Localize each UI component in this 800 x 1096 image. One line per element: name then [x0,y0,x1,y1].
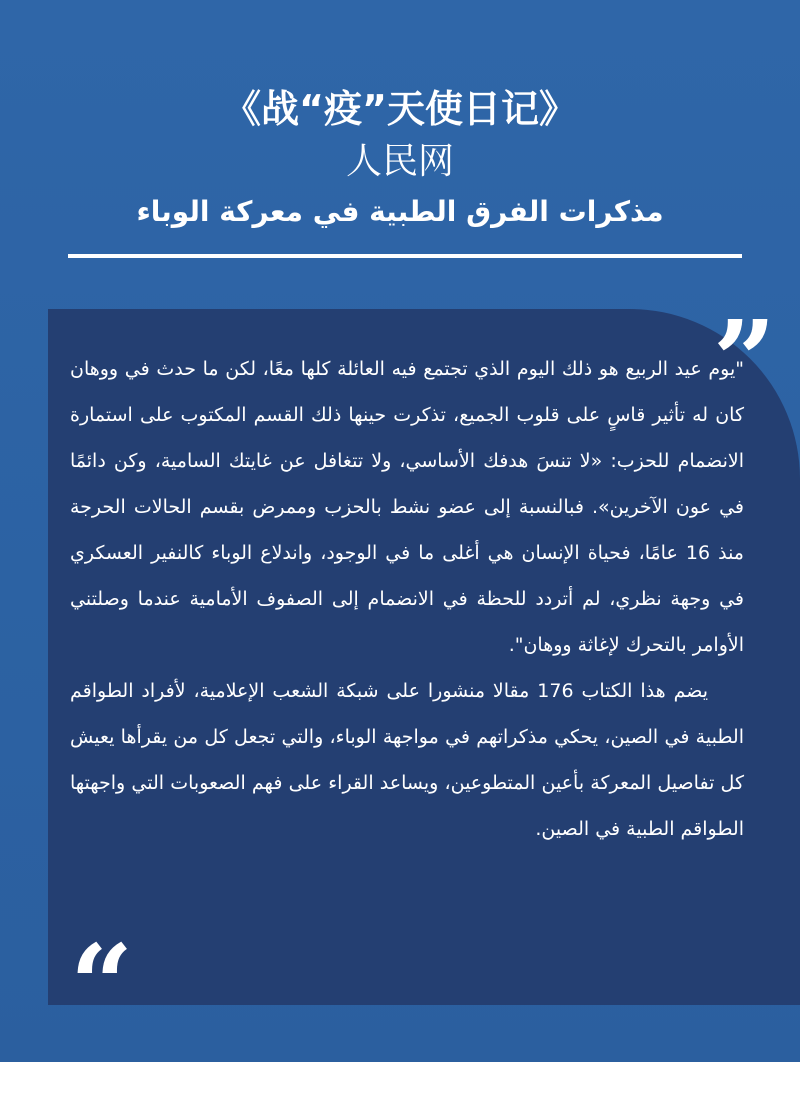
arabic-title: مذكرات الفرق الطبية في معركة الوباء [136,195,664,228]
quote-paragraph: "يوم عيد الربيع هو ذلك اليوم الذي تجتمع فيه العائلة كلها معًا، لكن ما حدث في ووهان كان له تأثير قاسٍ على قلوب الجميع، تذكرت حينها ذلك القسم المكتوب على استمارة الانضمام للحزب: «لا تنسَ هدفك الأساسي، ولا تتغافل عن غايتك السامية، وكن دائمًا في عون الآخرين». فبالنسبة إلى عضو نشط بالحزب وممرض بقسم الحالات الحرجة منذ 16 عامًا، فحياة الإنسان هي أغلى ما في الوجود، واندلاع الوباء كالنفير العسكري في وجهة نظري، لم أتردد للحظة في الانضمام إلى الصفوف الأمامية عندما وصلتني الأوامر بالتحرك لإغاثة ووهان". [70,358,744,656]
publisher-name: 人民网 [345,141,454,182]
quote-body [70,346,744,852]
closing-quote-icon: “ [70,920,134,1049]
title-divider [68,254,742,258]
description-paragraph: يضم هذا الكتاب 176 مقالا منشورا على شبكة الشعب الإعلامية، لأفراد الطواقم الطبية في الصين، يحكي مذكراتهم في مواجهة الوباء، والتي تجعل كل من يقرأها يعيش كل تفاصيل المعركة بأعين المتطوعين، ويساعد القراء على فهم الصعوبات التي واجهتها الطواقم الطبية في الصين. [70,680,744,840]
book-title: 《战“疫”天使日记》 [223,87,577,131]
opening-quote-icon: ” [712,296,776,425]
